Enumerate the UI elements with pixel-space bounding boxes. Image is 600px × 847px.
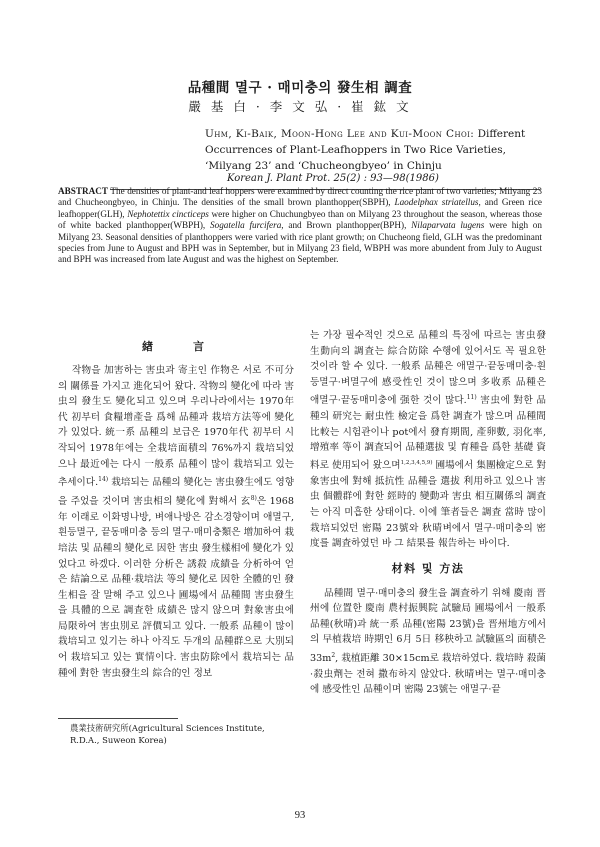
methods-text-a: 品種間 멸구·매미충의 發生을 調査하기 위해 慶南 晋州에 位置한 慶南 農村振興院 試驗局 圃場에서 一般系 品種(秋晴)과 統一系 品種(密陽 23號)을 晋州地方에서의 早植栽培 時期인 6月 5日 移秧하고 試驗區의 面積은 33m (310, 587, 546, 665)
paper-title: 品種間 멸구 · 매미충의 發生相 調査 (187, 80, 413, 96)
affiliation-footnote: 農業技術研究所(Agricultural Sciences Institute, R.D.A., Suweon Korea) (70, 723, 265, 745)
methods-heading: 材料 및 方法 (391, 561, 465, 575)
abstract-text-2: and Green rice leafhopper(GLH), (58, 197, 542, 219)
abstract-label: ABSTRACT (58, 186, 109, 196)
ref-11: 11) (466, 394, 477, 402)
intro-paragraph (58, 363, 294, 681)
abstract-text-4: and Brown planthopper(BPH), (283, 220, 412, 231)
ref-8: 8) (250, 494, 257, 502)
left-column (58, 330, 294, 681)
methods-text-b: , 栽植距離 30×15cm로 栽培하였다. 栽培時 殺菌·殺虫劑는 전혀 撒布하지 않았다. 秋晴벼는 멸구·매미충에 感受性인 品種이며 密陽 23號는 애멸구·끝 (310, 653, 547, 696)
ref-group: 1,2,3,4,5,9) (400, 459, 433, 466)
english-authors: Uhm, Ki-Baik, Moon-Hong Lee and Kui-Moon Choi: (205, 128, 475, 140)
intro-right-a: 는 가장 필수적인 것으로 品種의 특징에 따르는 害虫發生動向의 調査는 綜合防除 수행에 있어서도 꼭 필요한 것이라 할 수 있다. 一般系 品種은 애멸구·끝동매미충·흰등멸구·벼멸구에 感受性인 것이 많으며 多收系 品種은 애멸구·끝동매미충에 强한 것이 많다. (310, 330, 546, 407)
intro-heading: 緖 言 (142, 340, 210, 353)
intro-right-c: 圃場에서 集團檢定으로 對象害虫에 對해 抵抗性 品種을 選拔 利用하고 있으나 害虫 個體群에 對한 經時的 變動과 害虫 相互關係의 調査는 아직 미흡한 상태이다. 이에 筆者들은 調査 當時 많이 栽培되었던 密陽 23號와 秋晴벼에서 멸구·매미충의 密度를 調査하였던 바 그 結果를 報告하는 바이다. (310, 460, 546, 550)
page-number: 93 (294, 810, 306, 821)
species-bph: Nilaparvata lugens (411, 220, 485, 231)
right-column (310, 328, 546, 698)
authors-korean: 嚴 基 白 · 李 文 弘 · 崔 鈜 文 (188, 99, 412, 114)
abstract-text-1: The densities of plant-and leaf hoppers were examined by direct counting the rice plant of two varieties; Milyang 23 and Chucheongbyeo, in Chinju. The densities of the small brown planthopper(SBPH), (58, 186, 542, 208)
abstract-text-3: were higher on Chuchungbyeo than on Milyang 23 throughout the season, whereas those of white backed planthopper(WBPH), (58, 208, 542, 231)
intro-right-b: 害虫에 對한 品種의 研究는 耐虫性 檢定을 爲한 調査가 많으며 品種間比較는 시험관이나 pot에서 發育期間, 產卵數, 羽化率, 增殖率 等이 調査되어 品種選拔 및 育種을 爲한 基礎 資料로 使用되어 왔으며 (310, 395, 546, 472)
footnote-rule (58, 718, 178, 719)
english-title-block (205, 126, 550, 174)
methods-paragraph (310, 586, 546, 698)
abstract-text-5: were high on Milyang 23. Seasonal densities of planthoppers were varied with rice plant growth; on Chucheong field, GLH was the predominant species from June to August and BPH was in September, but in Milyang 23 field, WBPH was more abundent from July to August and BPH was increased from late August and was the highest on September. (58, 220, 542, 265)
intro-text-b: 栽培되는 品種의 變化는 害虫發生에도 영향을 주었을 것이며 害虫相의 變化에 對해서 玄 (58, 477, 294, 508)
species-wbph: Sogatella furcifera, (210, 220, 284, 231)
species-sbph: Laodelphax striatellus, (394, 197, 481, 208)
intro-text-a: 작物을 加害하는 害虫과 寄主인 作物은 서로 不可分의 關係를 가지고 進化되어 왔다. 작物의 變化에 따라 害虫의 發生도 變化되고 있으며 우리나라에서는 1970年代 初부터 食糧增產을 爲해 品種과 栽培方法等에 變化가 있었다. 統一系 品種의 보급은 1970年代 初부터 시작되어 1978年에는 全栽培面積의 76%까지 栽培되었으나 最近에는 다시 一般系 品種이 많이 栽培되고 있는 추세이다. (58, 365, 294, 489)
species-glh: Nephotettix cincticeps (127, 208, 209, 219)
ref-14: 14) (98, 476, 109, 484)
english-title: Different Occurrences of Plant-Leafhoppers in Two Rice Varieties, ‘Milyang 23’ and ‘Chucheongbyeo’ in Chinju (205, 128, 526, 172)
journal-citation: Korean J. Plant Prot. 25(2) : 93—98(1986) (227, 173, 439, 184)
area-unit-sup: 2 (331, 652, 336, 660)
intro-continued (310, 328, 546, 552)
abstract (58, 186, 542, 266)
intro-text-c: 은 1968年 이래로 이화명나방, 벼애나방은 감소경향이며 애멸구, 흰등멸구, 끝동매미충 등의 멸구·매미충類은 增加하여 栽培法 및 品種의 變化로 因한 害虫 發生樣相에 變化가 있었다고 하겠다. 이러한 分析은 誘殺 成績을 分析하여 얻은 結論으로 品種·栽培法 等의 變化로 因한 全體的인 發生相을 잘 말해 주고 있으나 圃場에서 品種間 害虫發生을 具體的으로 調査한 成績은 많지 않으며 對象害虫에 局限하여 害虫別로 評價되고 있다. 一般系 品種이 많이 栽培되고 있기는 하나 아직도 두개의 品種群으로 大別되어 栽培되고 있는 實情이다. 害虫防除에서 栽培되는 品種에 對한 害虫發生의 綜合的인 정보 (58, 496, 294, 679)
